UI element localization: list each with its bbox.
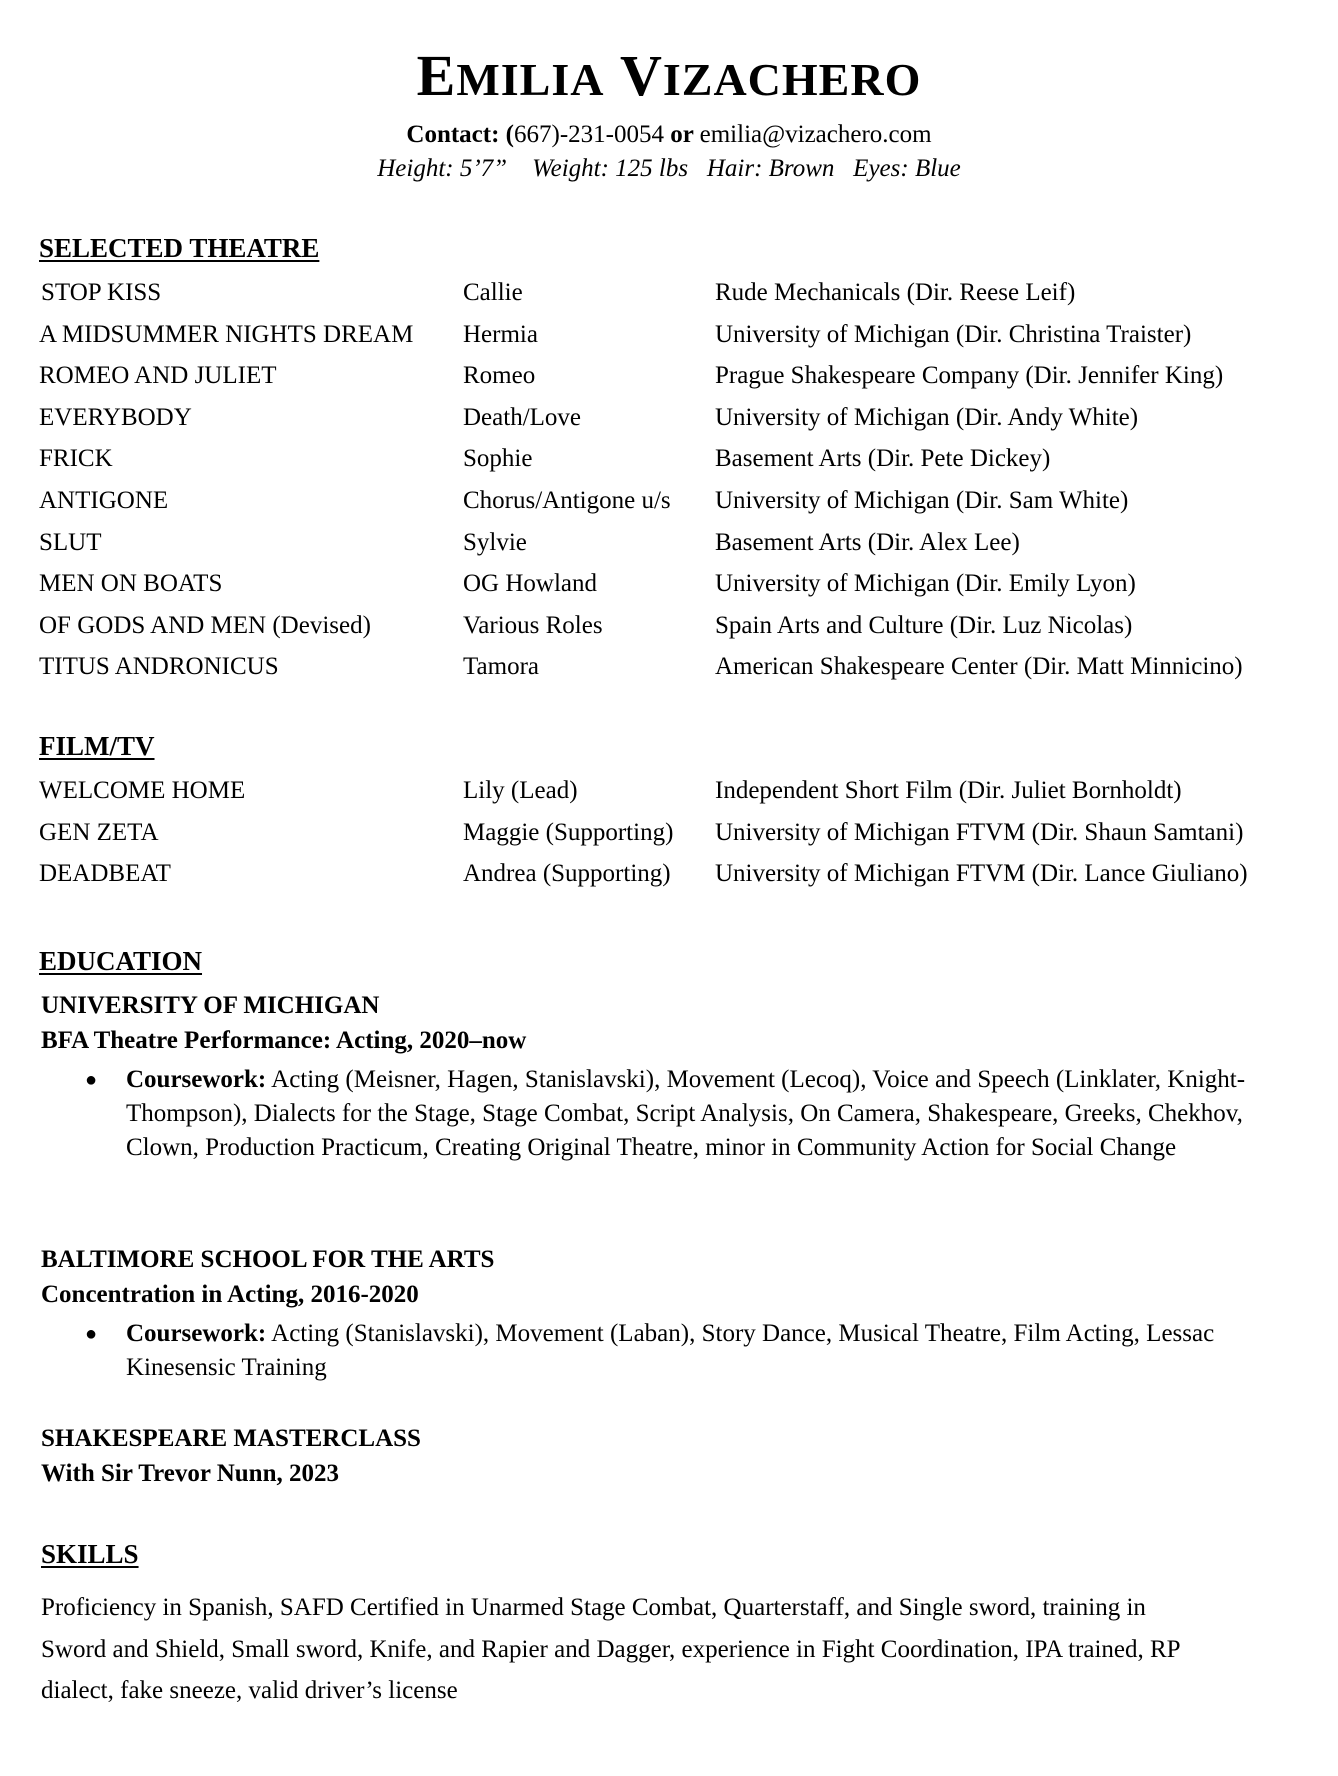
credit-company: American Shakespeare Center (Dir. Matt Minnicino) — [715, 653, 1243, 681]
credit-title: STOP KISS — [41, 279, 162, 306]
credit-role: OG Howland — [463, 570, 598, 598]
education-entry-masterclass — [41, 1421, 1301, 1491]
education-heading: EDUCATION — [39, 946, 203, 976]
credit-role: Maggie (Supporting) — [463, 818, 674, 846]
credit-row — [39, 480, 1319, 522]
coursework-text: Acting (Meisner, Hagen, Stanislavski), Movement (Lecoq), Voice and Speech (Linklater, Knight-Thompson), Dialects for the Stage, Stage Combat, Script Analysis, On Camera, Shakespeare, Greeks, Chekhov, Clown, Production Practicum, Creating Original Theatre, minor in Community Action for Social Change — [126, 1066, 1246, 1161]
contact-label: Contact: — [406, 121, 500, 148]
credit-company: Basement Arts (Dir. Pete Dickey) — [715, 445, 1051, 473]
bullet-icon: ● — [85, 1323, 98, 1345]
credit-row — [39, 438, 1319, 480]
credit-title: GEN ZETA — [39, 818, 159, 846]
credit-title: TITUS ANDRONICUS — [39, 653, 279, 681]
or-label: or — [663, 121, 700, 148]
physical-stats — [0, 153, 1338, 185]
credit-company: University of Michigan FTVM (Dir. Shaun Samtani) — [715, 818, 1244, 846]
contact-line — [0, 119, 1338, 151]
name-last-rest: IZACHERO — [662, 54, 922, 105]
name-first-rest: MILIA — [456, 54, 605, 105]
theatre-credits — [39, 272, 1319, 688]
credit-title: DEADBEAT — [39, 860, 171, 888]
credit-row — [39, 397, 1319, 439]
credit-row — [39, 853, 1319, 895]
height-stat: Height: 5’7” — [377, 155, 508, 182]
coursework-text: Acting (Stanislavski), Movement (Laban), Story Dance, Musical Theatre, Film Acting, Lessac Kinesensic Training — [126, 1320, 1215, 1381]
email-address: emilia@vizachero.com — [699, 121, 932, 148]
credit-title: OF GODS AND MEN (Devised) — [39, 611, 371, 639]
credit-company: Spain Arts and Culture (Dir. Luz Nicolas) — [715, 611, 1133, 639]
credit-role: Andrea (Supporting) — [463, 860, 671, 888]
coursework-label: Coursework: — [126, 1320, 267, 1347]
school-name: UNIVERSITY OF MICHIGAN — [41, 992, 380, 1019]
eyes-stat: Eyes: Blue — [853, 155, 961, 182]
contact-paren: ( — [499, 121, 514, 148]
education-entry-michigan — [41, 988, 1301, 1165]
credit-company: University of Michigan FTVM (Dir. Lance Giuliano) — [715, 860, 1248, 888]
credit-company: Prague Shakespeare Company (Dir. Jennifer King) — [715, 362, 1224, 390]
credit-row — [39, 646, 1319, 688]
skills-text: Proficiency in Spanish, SAFD Certified in Unarmed Stage Combat, Quarterstaff, and Single sword, training in Sword and Shield, Small sword, Knife, and Rapier and Dagger, experience in Fight Coordination, IPA trained, RP dialect, fake sneeze, valid driver’s license — [41, 1594, 1180, 1704]
credit-company: Rude Mechanicals (Dir. Reese Leif) — [715, 279, 1076, 306]
credit-company: Independent Short Film (Dir. Juliet Bornholdt) — [715, 777, 1182, 804]
credit-title: MEN ON BOATS — [39, 570, 223, 598]
credit-role: Tamora — [463, 653, 539, 681]
degree-line: Concentration in Acting, 2016-2020 — [41, 1281, 419, 1308]
degree-line: With Sir Trevor Nunn, 2023 — [41, 1460, 339, 1487]
credit-role: Sylvie — [463, 528, 527, 556]
weight-stat: Weight: 125 lbs — [532, 155, 689, 182]
credit-role: Chorus/Antigone u/s — [463, 486, 671, 514]
credit-title: WELCOME HOME — [39, 777, 246, 804]
credit-role: Romeo — [463, 362, 536, 390]
credit-role: Death/Love — [463, 403, 582, 431]
credit-row — [39, 355, 1319, 397]
degree-line: BFA Theatre Performance: Acting, 2020–now — [41, 1027, 527, 1054]
credit-title: FRICK — [39, 445, 113, 473]
hair-stat: Hair: Brown — [706, 155, 835, 182]
credit-role: Sophie — [463, 445, 533, 473]
credit-role: Hermia — [463, 320, 538, 348]
credit-row — [39, 314, 1319, 356]
school-name: SHAKESPEARE MASTERCLASS — [41, 1425, 421, 1452]
phone-number: 667)-231-0054 — [514, 121, 664, 148]
credit-title: ANTIGONE — [39, 486, 169, 514]
credit-row — [39, 272, 1319, 314]
name-first-initial: E — [416, 43, 457, 108]
coursework-item — [41, 1317, 1286, 1385]
credit-role: Lily (Lead) — [463, 777, 578, 804]
credit-title: EVERYBODY — [39, 403, 192, 431]
credit-title: A MIDSUMMER NIGHTS DREAM — [39, 320, 414, 348]
credit-title: SLUT — [39, 528, 102, 556]
credit-row — [39, 605, 1319, 647]
credit-company: University of Michigan (Dir. Sam White) — [715, 486, 1129, 514]
credit-company: University of Michigan (Dir. Emily Lyon) — [715, 570, 1136, 598]
name-last-initial: V — [619, 43, 663, 108]
credit-row — [39, 812, 1319, 854]
credit-row — [39, 522, 1319, 564]
credit-row — [39, 770, 1319, 812]
credit-row — [39, 563, 1319, 605]
school-name: BALTIMORE SCHOOL FOR THE ARTS — [41, 1246, 495, 1273]
film-credits — [39, 770, 1319, 895]
credit-company: University of Michigan (Dir. Christina Traister) — [715, 320, 1192, 348]
education-entry-baltimore — [41, 1242, 1301, 1385]
bullet-icon: ● — [85, 1069, 98, 1091]
credit-title: ROMEO AND JULIET — [39, 362, 277, 390]
credit-company: University of Michigan (Dir. Andy White) — [715, 403, 1139, 431]
skills-heading: SKILLS — [41, 1539, 139, 1569]
coursework-label: Coursework: — [126, 1066, 267, 1093]
theatre-heading: SELECTED THEATRE — [39, 233, 320, 263]
credit-role: Callie — [463, 279, 523, 306]
film-heading: FILM/TV — [39, 731, 155, 761]
credit-role: Various Roles — [463, 611, 603, 639]
coursework-item — [41, 1063, 1286, 1165]
name-heading — [0, 38, 1338, 118]
credit-company: Basement Arts (Dir. Alex Lee) — [715, 528, 1020, 556]
